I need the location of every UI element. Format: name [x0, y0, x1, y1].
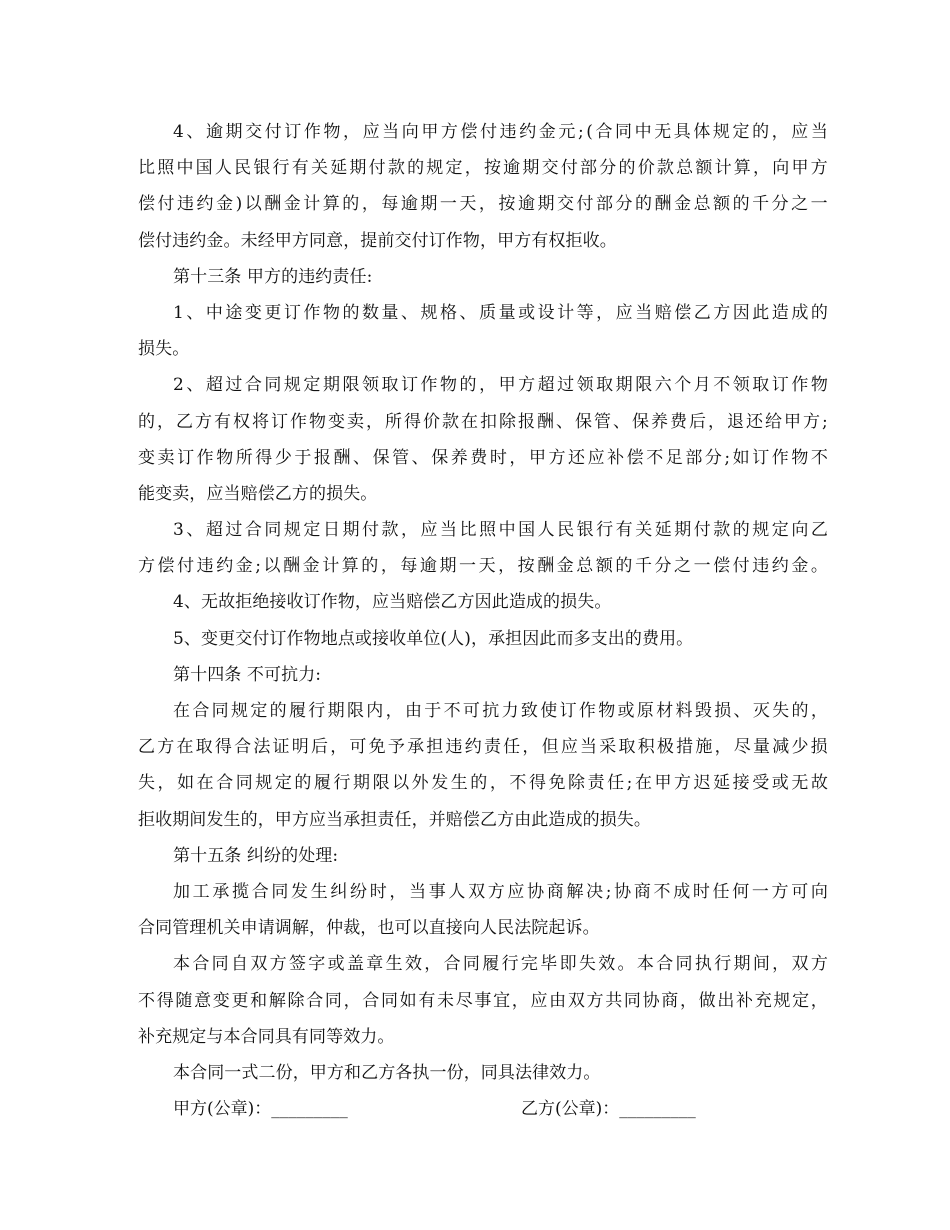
text-line: 加 工 承 揽 合 同 发 生 纠 纷 时 ， 当 事 人 双 方 应 协 商 解 决 ; 协 商 不 成 时 任 何 一 方 可 向 [173, 881, 828, 902]
text-line: 合同管理机关申请调解，仲裁，也可以直接向人民法院起诉。 [138, 918, 600, 939]
text-line: 拒收期间发生的，甲方应当承担责任，并赔偿乙方由此造成的损失。 [138, 809, 651, 830]
text-line: 本 合 同 自 双 方 签 字 或 盖 章 生 效 ， 合 同 履 行 完 毕 即 失 效 。 本 合 同 执 行 期 间 ， 双 方 [173, 954, 828, 975]
text-line: 变 卖 订 作 物 所 得 少 于 报 酬 、 保 管 、 保 养 费 时 ， 甲 方 还 应 补 偿 不 足 部 分 ; 如 订 作 物 不 [138, 447, 828, 468]
text-line: 4 、 逾 期 交 付 订 作 物 ， 应 当 向 甲 方 偿 付 违 约 金 元 ; ( 合 同 中 无 具 体 规 定 的 ， 应 当 [173, 122, 828, 142]
text-line: 1 、 中 途 变 更 订 作 物 的 数 量 、 规 格 、 质 量 或 设 计 等 ， 应 当 赔 偿 乙 方 因 此 造 成 的 [173, 302, 828, 323]
text-line: 在 合 同 规 定 的 履 行 期 限 内 ， 由 于 不 可 抗 力 致 使 订 作 物 或 原 材 料 毁 损 、 灭 失 的 ， [173, 701, 828, 721]
text-line: 的 ， 乙 方 有 权 将 订 作 物 变 卖 ， 所 得 价 款 在 扣 除 报 酬 、 保 管 、 保 养 费 后 ， 退 还 给 甲 方 ; [138, 411, 828, 432]
text-line: 能变卖，应当赔偿乙方的损失。 [138, 483, 378, 504]
signature-row [138, 1091, 828, 1127]
article-heading: 第十三条 甲方的违约责任: [173, 266, 373, 287]
text-line: 偿 付 违 约 金 ) 以 酬 金 计 算 的 ， 每 逾 期 一 天 ， 按 逾 期 交 付 部 分 的 酬 金 总 额 的 千 分 之 一 [138, 194, 828, 215]
text-line: 2 、 超 过 合 同 规 定 期 限 领 取 订 作 物 的 ， 甲 方 超 过 领 取 期 限 六 个 月 不 领 取 订 作 物 [173, 375, 828, 396]
article-heading: 第十五条 纠纷的处理: [173, 845, 339, 866]
text-line: 5、变更交付订作物地点或接收单位(人)，承担因此而多支出的费用。 [173, 628, 694, 649]
text-line: 3 、 超 过 合 同 规 定 日 期 付 款 ， 应 当 比 照 中 国 人 民 银 行 有 关 延 期 付 款 的 规 定 向 乙 [173, 520, 828, 541]
text-line: 4、无故拒绝接收订作物，应当赔偿乙方因此造成的损失。 [173, 592, 612, 613]
article-heading: 第十四条 不可抗力: [173, 664, 322, 685]
party-a-signature: 甲方(公章)：_________ [173, 1099, 348, 1120]
text-line: 不 得 随 意 变 更 和 解 除 合 同 ， 合 同 如 有 未 尽 事 宜 ， 应 由 双 方 共 同 协 商 ， 做 出 补 充 规 定 ， [138, 990, 828, 1011]
contract-page [138, 114, 828, 1127]
text-line: 本合同一式二份，甲方和乙方各执一份，同具法律效力。 [173, 1062, 601, 1083]
text-line: 偿付违约金。未经甲方同意，提前交付订作物，甲方有权拒收。 [138, 230, 617, 251]
party-b-signature: 乙方(公章)：_________ [521, 1099, 696, 1120]
text-line: 损失。 [138, 339, 190, 360]
text-line: 方 偿 付 违 约 金 ; 以 酬 金 计 算 的 ， 每 逾 期 一 天 ， 按 酬 金 总 额 的 千 分 之 一 偿 付 违 约 金 。 [138, 556, 828, 577]
text-line: 乙 方 在 取 得 合 法 证 明 后 ， 可 免 予 承 担 违 约 责 任 ， 但 应 当 采 取 积 极 措 施 ， 尽 量 减 少 损 [138, 737, 828, 758]
text-line: 补充规定与本合同具有同等效力。 [138, 1026, 395, 1047]
text-line: 失 ， 如 在 合 同 规 定 的 履 行 期 限 以 外 发 生 的 ， 不 得 免 除 责 任 ; 在 甲 方 迟 延 接 受 或 无 故 [138, 773, 828, 794]
text-line: 比 照 中 国 人 民 银 行 有 关 延 期 付 款 的 规 定 ， 按 逾 期 交 付 部 分 的 价 款 总 额 计 算 ， 向 甲 方 [138, 158, 828, 179]
